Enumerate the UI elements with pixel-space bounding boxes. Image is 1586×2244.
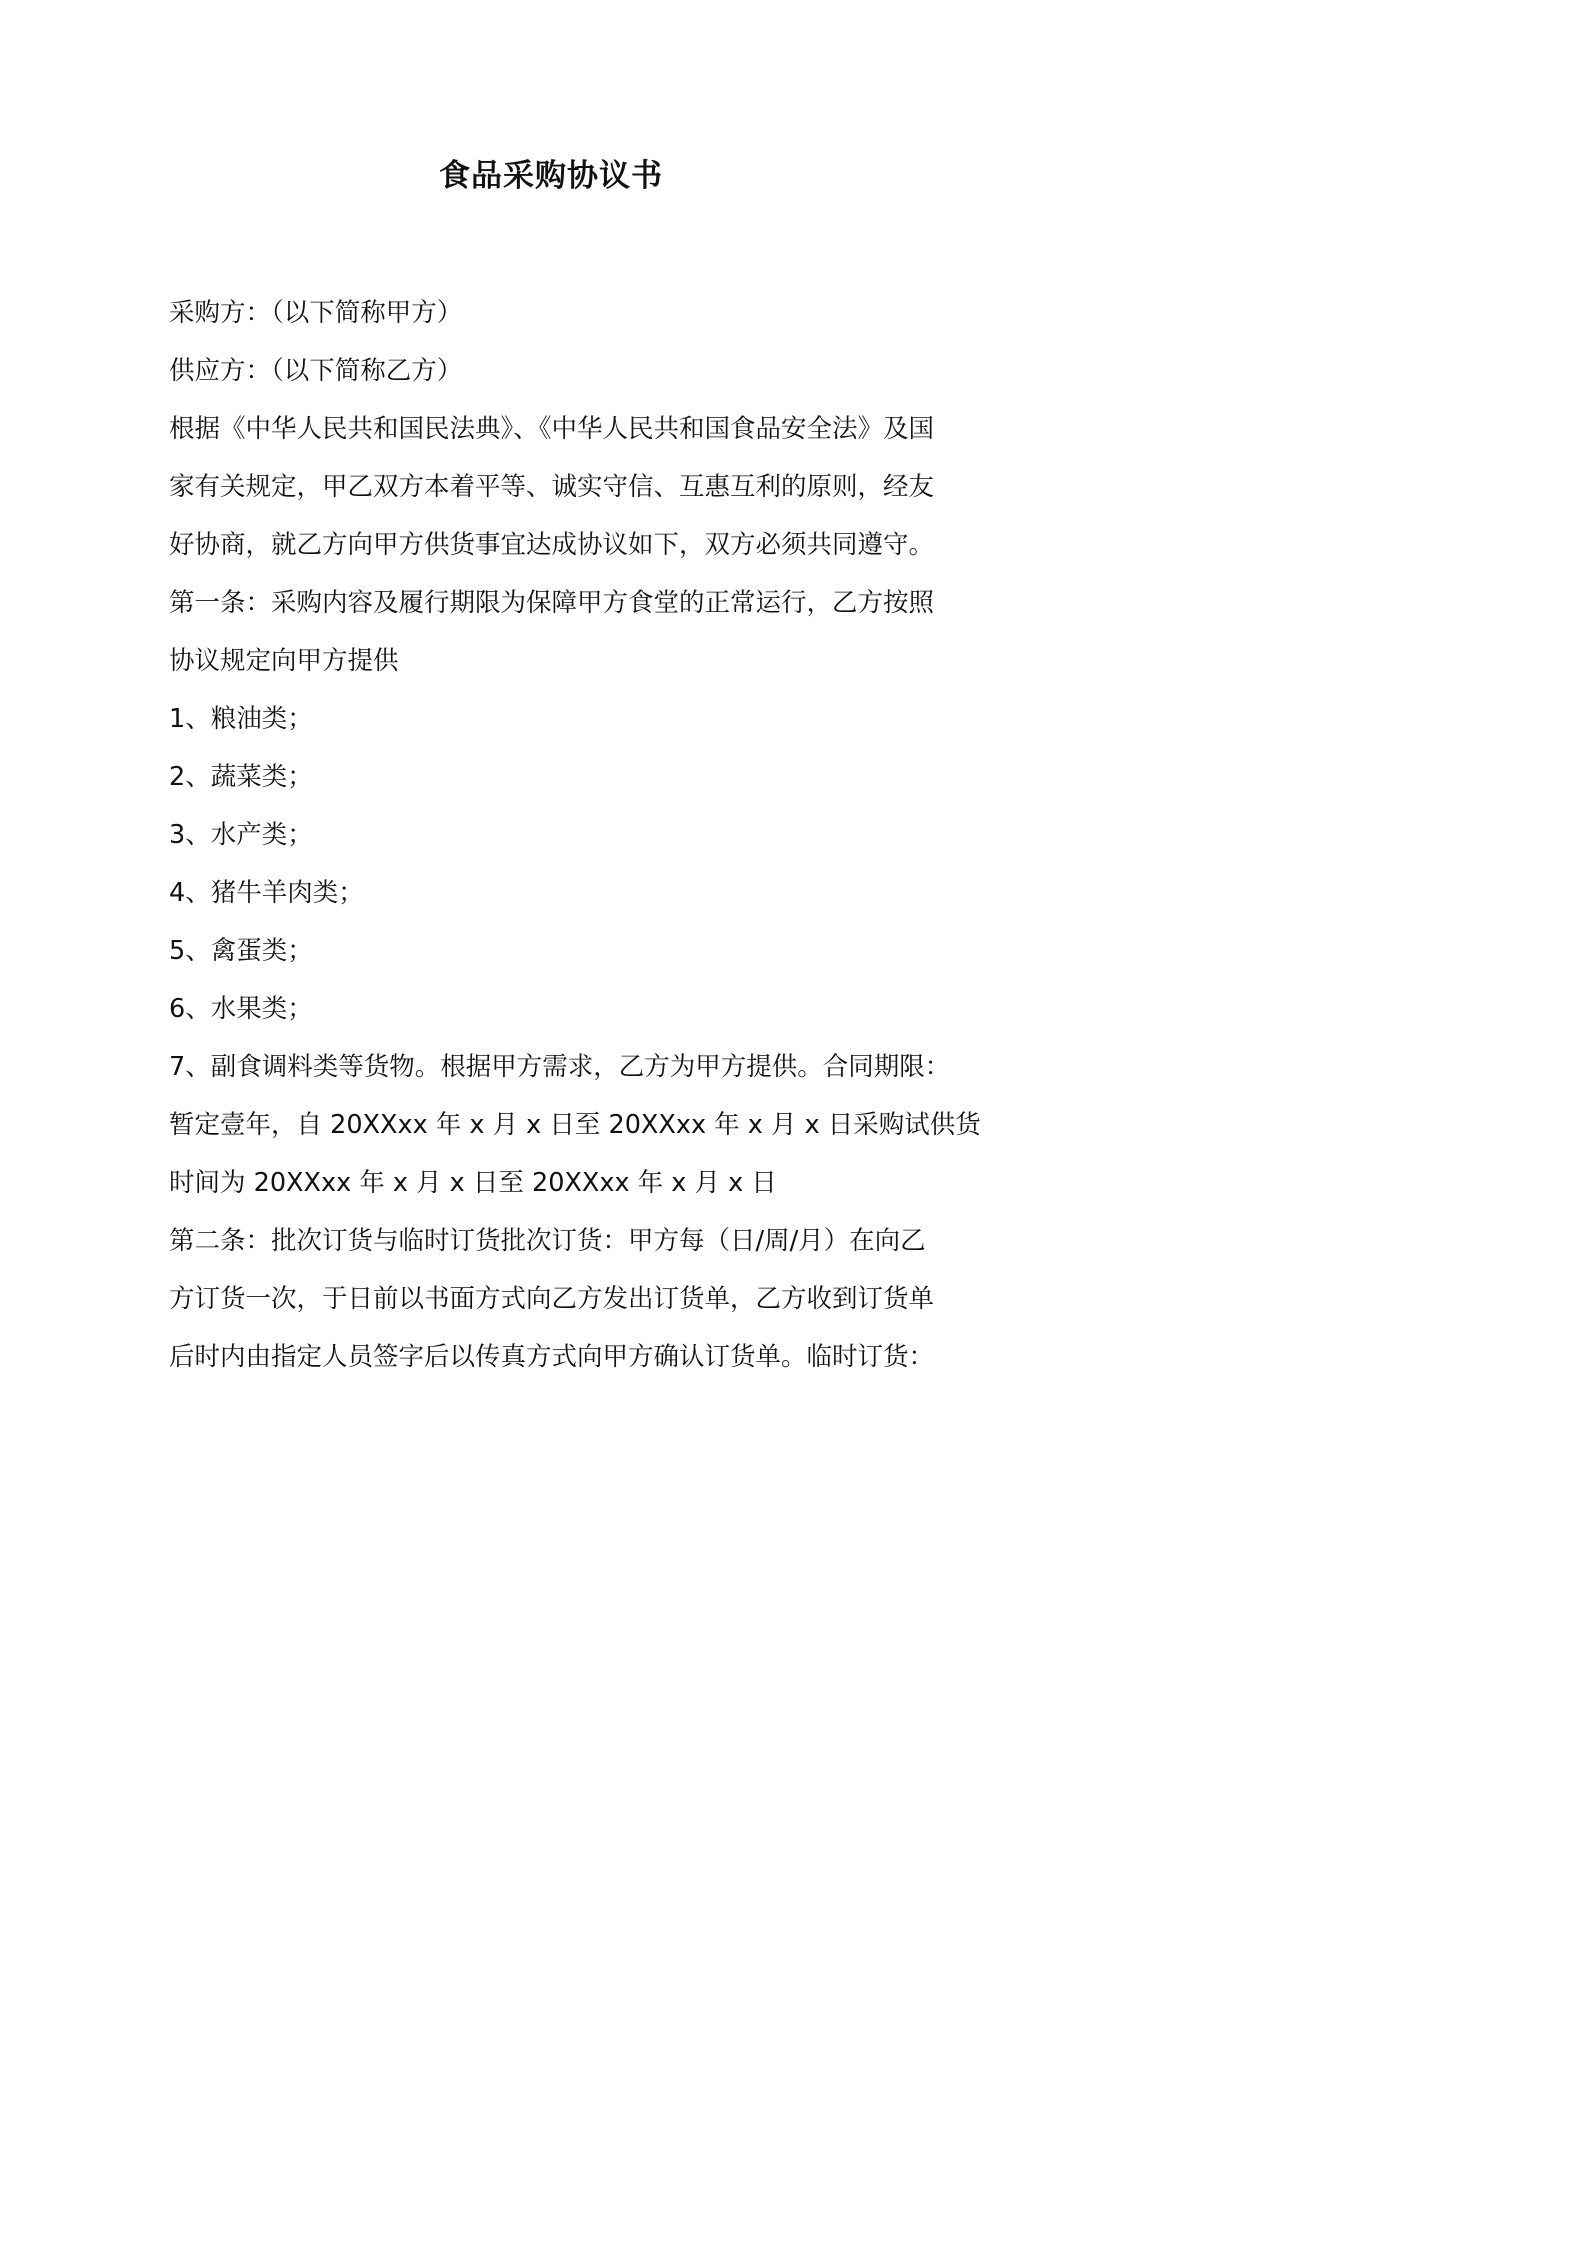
article-2-line-2: 方订货一次，于日前以书面方式向乙方发出订货单，乙方收到订货单 bbox=[169, 1284, 935, 1314]
term-line-1: 暂定壹年，自 20XXxx 年 x 月 x 日至 20XXxx 年 x 月 x 日采购试供货 bbox=[169, 1110, 981, 1140]
list-item-3: 3、水产类； bbox=[169, 820, 313, 850]
preamble-line-2: 家有关规定，甲乙双方本着平等、诚实守信、互惠互利的原则，经友 bbox=[169, 472, 935, 502]
purchaser-line: 采购方：（以下简称甲方） bbox=[169, 298, 463, 328]
list-item-1: 1、粮油类； bbox=[169, 704, 313, 734]
preamble-line-1: 根据《中华人民共和国民法典》、《中华人民共和国食品安全法》及国 bbox=[169, 414, 935, 444]
list-item-4: 4、猪牛羊肉类； bbox=[169, 878, 364, 908]
article-2-line-1: 第二条：批次订货与临时订货批次订货：甲方每（日/周/月）在向乙 bbox=[169, 1226, 926, 1256]
article-1-line-2: 协议规定向甲方提供 bbox=[169, 646, 399, 676]
document-page bbox=[0, 0, 1102, 1559]
term-line-2: 时间为 20XXxx 年 x 月 x 日至 20XXxx 年 x 月 x 日 bbox=[169, 1168, 777, 1198]
list-item-2: 2、蔬菜类； bbox=[169, 762, 313, 792]
article-1-line-1: 第一条：采购内容及履行期限为保障甲方食堂的正常运行，乙方按照 bbox=[169, 588, 935, 618]
supplier-line: 供应方：（以下简称乙方） bbox=[169, 356, 463, 386]
article-2-line-3: 后时内由指定人员签字后以传真方式向甲方确认订货单。临时订货： bbox=[169, 1342, 935, 1372]
list-item-6: 6、水果类； bbox=[169, 994, 313, 1024]
list-item-5: 5、禽蛋类； bbox=[169, 936, 313, 966]
document-body bbox=[169, 284, 981, 1386]
document-title: 食品采购协议书 bbox=[439, 158, 663, 194]
list-item-7: 7、副食调料类等货物。根据甲方需求，乙方为甲方提供。合同期限： bbox=[169, 1052, 951, 1082]
preamble-line-3: 好协商，就乙方向甲方供货事宜达成协议如下，双方必须共同遵守。 bbox=[169, 530, 935, 560]
